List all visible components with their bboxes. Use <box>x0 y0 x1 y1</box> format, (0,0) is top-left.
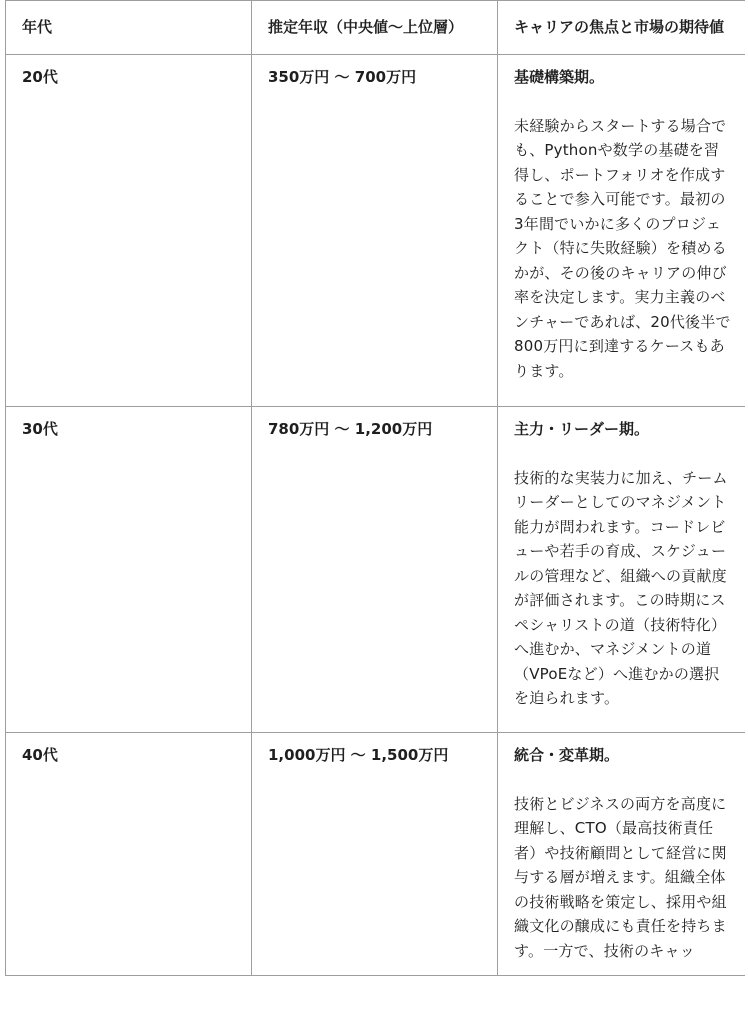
age-cell: 40代 <box>6 733 252 976</box>
table-body <box>6 55 746 976</box>
focus-body: 未経験からスタートする場合でも、Pythonや数学の基礎を習得し、ポートフォリオを作成することで参入可能です。最初の3年間でいかに多くのプロジェクト（特に失敗経験）を積めるかが、その後のキャリアの伸び率を決定します。実力主義のベンチャーであれば、20代後半で800万円に到達するケースもあります。 <box>514 116 731 380</box>
table-header <box>6 1 746 55</box>
age-cell: 30代 <box>6 407 252 733</box>
focus-title: 主力・リーダー期。 <box>514 420 650 438</box>
table-row <box>6 733 746 976</box>
header-row <box>6 1 746 55</box>
focus-cell <box>498 407 746 733</box>
career-salary-table-container <box>5 0 745 1024</box>
salary-cell: 780万円 〜 1,200万円 <box>252 407 498 733</box>
focus-title: 基礎構築期。 <box>514 68 605 86</box>
focus-title: 統合・変革期。 <box>514 746 620 764</box>
header-salary: 推定年収（中央値〜上位層） <box>252 1 498 55</box>
salary-cell: 1,000万円 〜 1,500万円 <box>252 733 498 976</box>
focus-body: 技術とビジネスの両方を高度に理解し、CTO（最高技術責任者）や技術顧問として経営に関与する層が増えます。組織全体の技術戦略を策定し、採用や組織文化の醸成にも責任を持ちます。一方で、技術のキャッ <box>514 794 727 960</box>
header-age: 年代 <box>6 1 252 55</box>
career-salary-table <box>5 0 745 976</box>
focus-cell <box>498 55 746 407</box>
age-cell: 20代 <box>6 55 252 407</box>
table-row <box>6 55 746 407</box>
focus-cell <box>498 733 746 976</box>
focus-body: 技術的な実装力に加え、チームリーダーとしてのマネジメント能力が問われます。コードレビューや若手の育成、スケジュールの管理など、組織への貢献度が評価されます。この時期にスペシャリストの道（技術特化）へ進むか、マネジメントの道（VPoEなど）へ進むかの選択を迫られます。 <box>514 468 728 707</box>
table-row <box>6 407 746 733</box>
salary-cell: 350万円 〜 700万円 <box>252 55 498 407</box>
header-focus: キャリアの焦点と市場の期待値 <box>498 1 746 55</box>
